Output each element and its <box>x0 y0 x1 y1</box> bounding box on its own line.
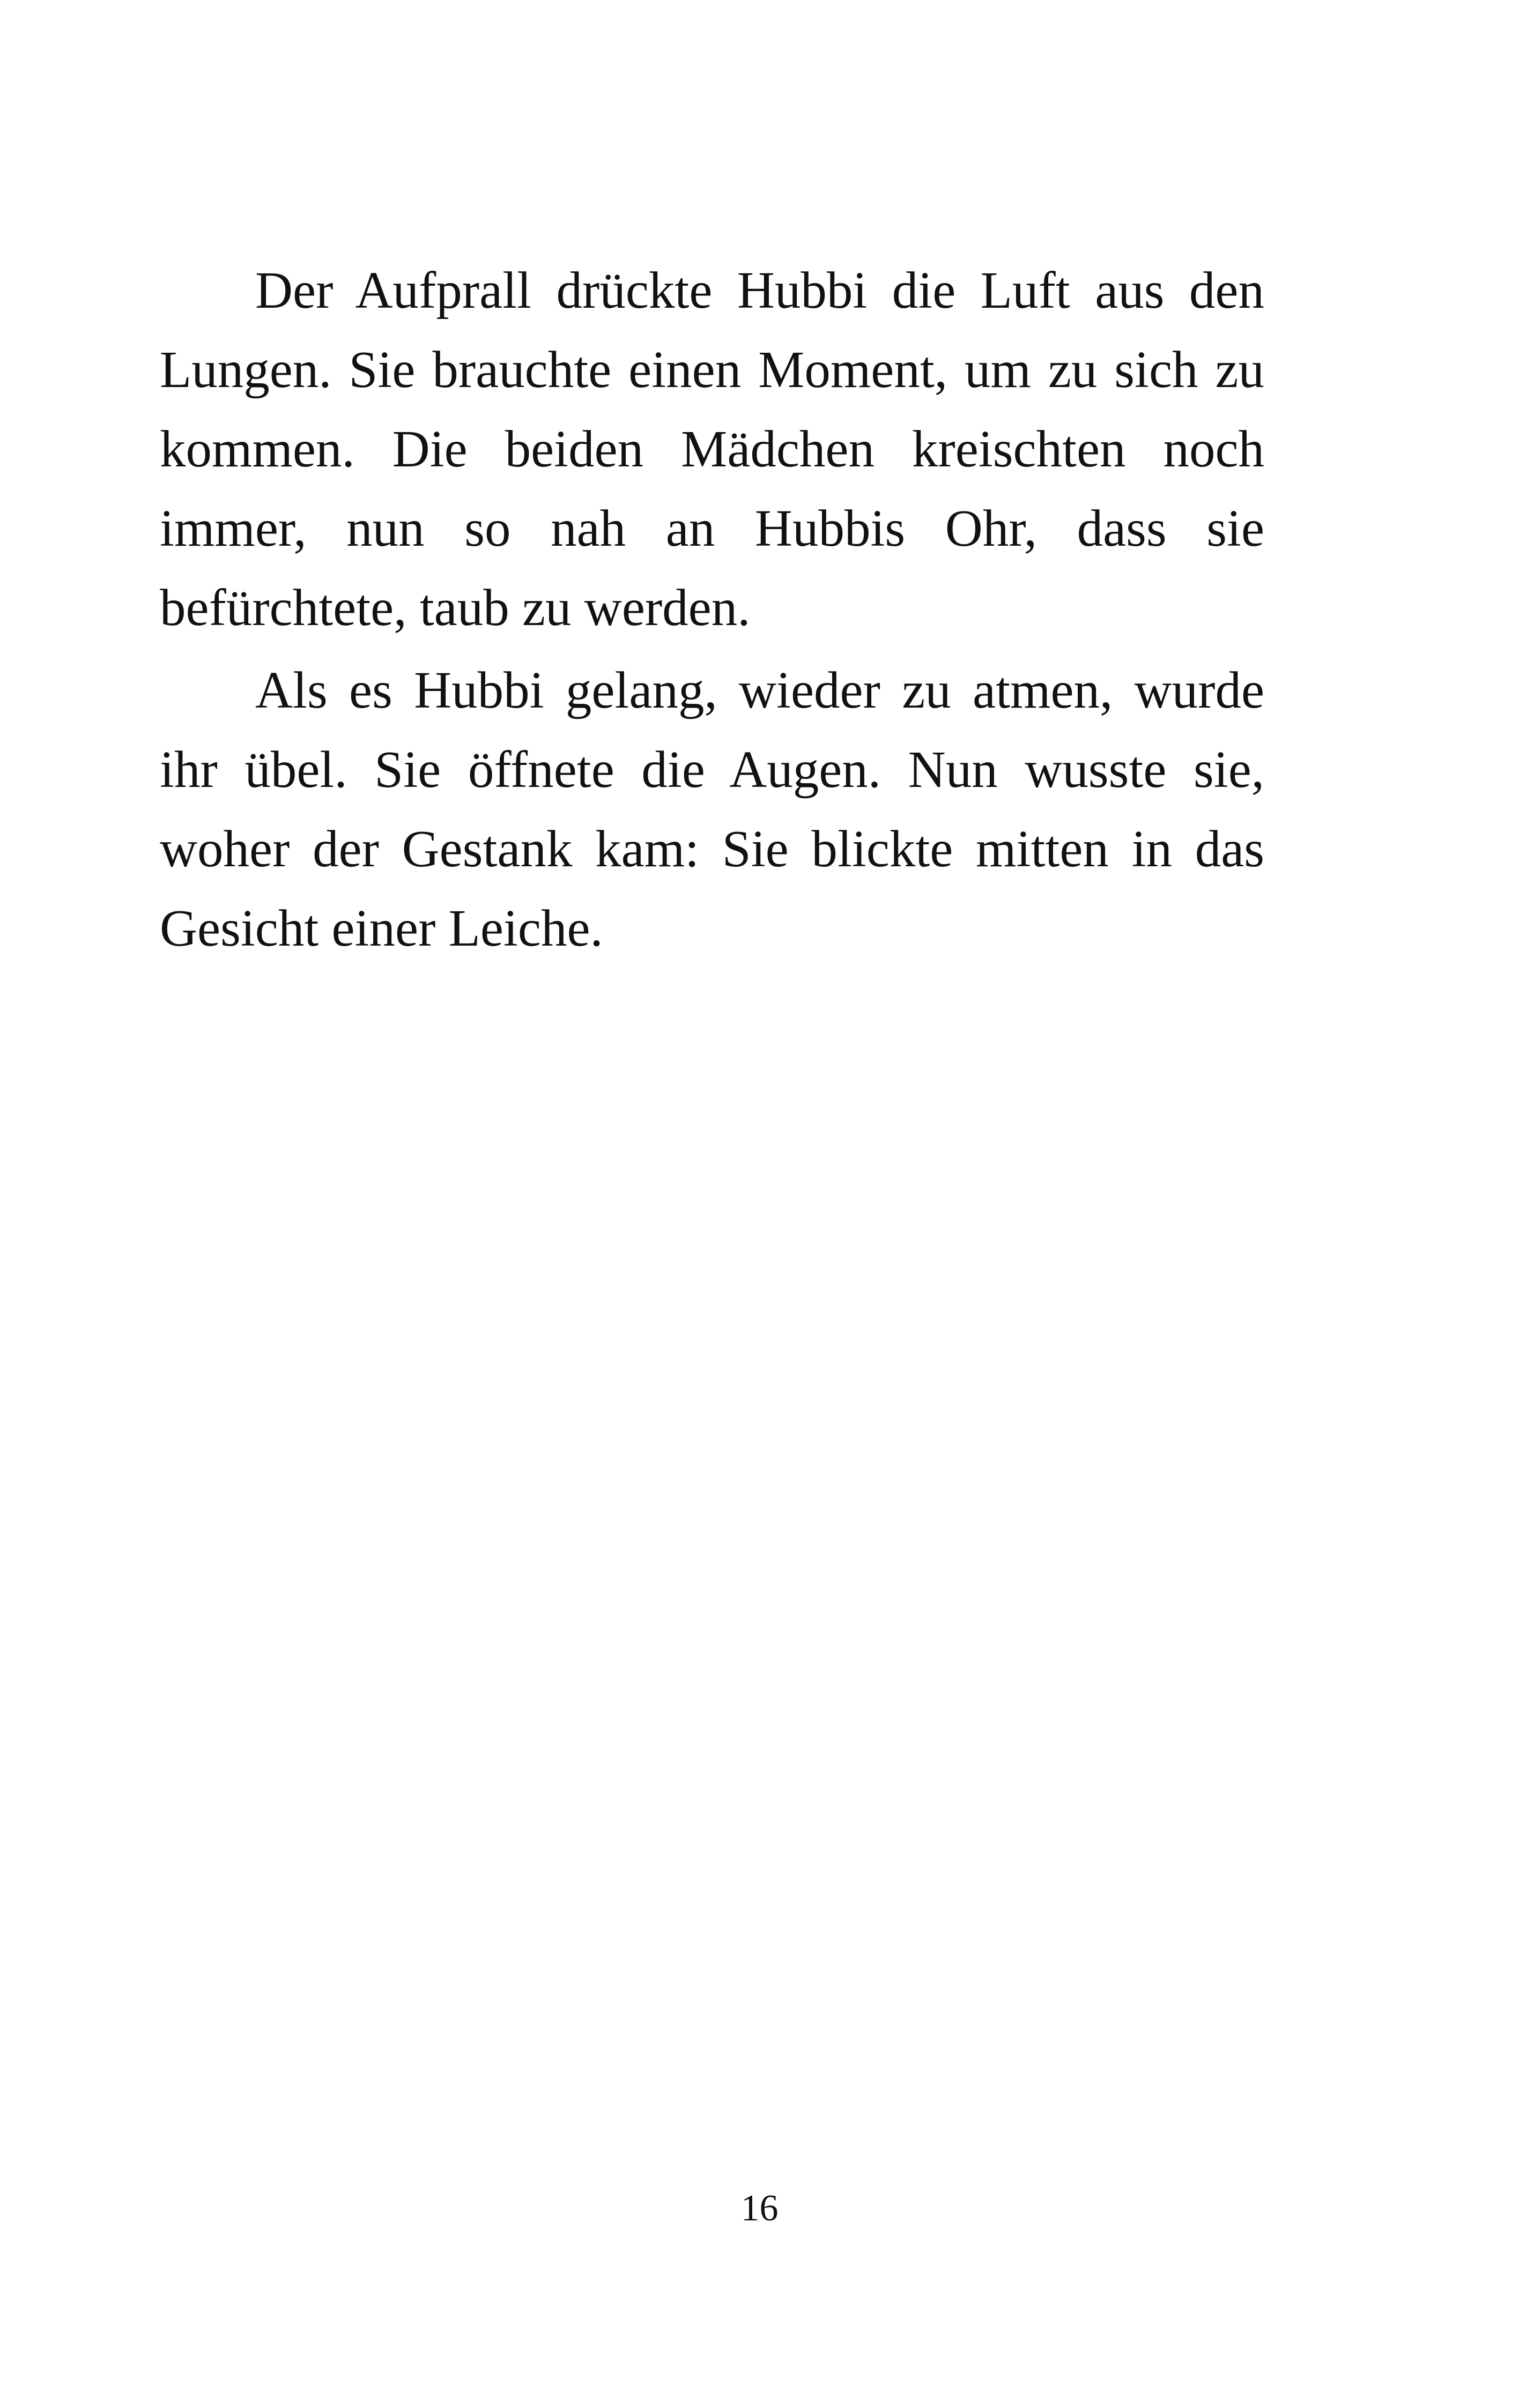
page-number: 16 <box>740 2188 779 2229</box>
paragraph-2: Als es Hubbi gelang, wieder zu atmen, wurde ihr übel. Sie öffnete die Augen. Nun wusste sie, woher der Gestank kam: Sie blickte mitten in das Gesicht einer Leiche. <box>160 662 1264 957</box>
body-text <box>160 251 1264 971</box>
paragraph-1: Der Aufprall drückte Hubbi die Luft aus den Lungen. Sie brauchte einen Moment, um zu sich zu kommen. Die beiden Mädchen kreischten noch immer, nun so nah an Hubbis Ohr, dass sie befürchtete, taub zu werden. <box>160 262 1264 636</box>
